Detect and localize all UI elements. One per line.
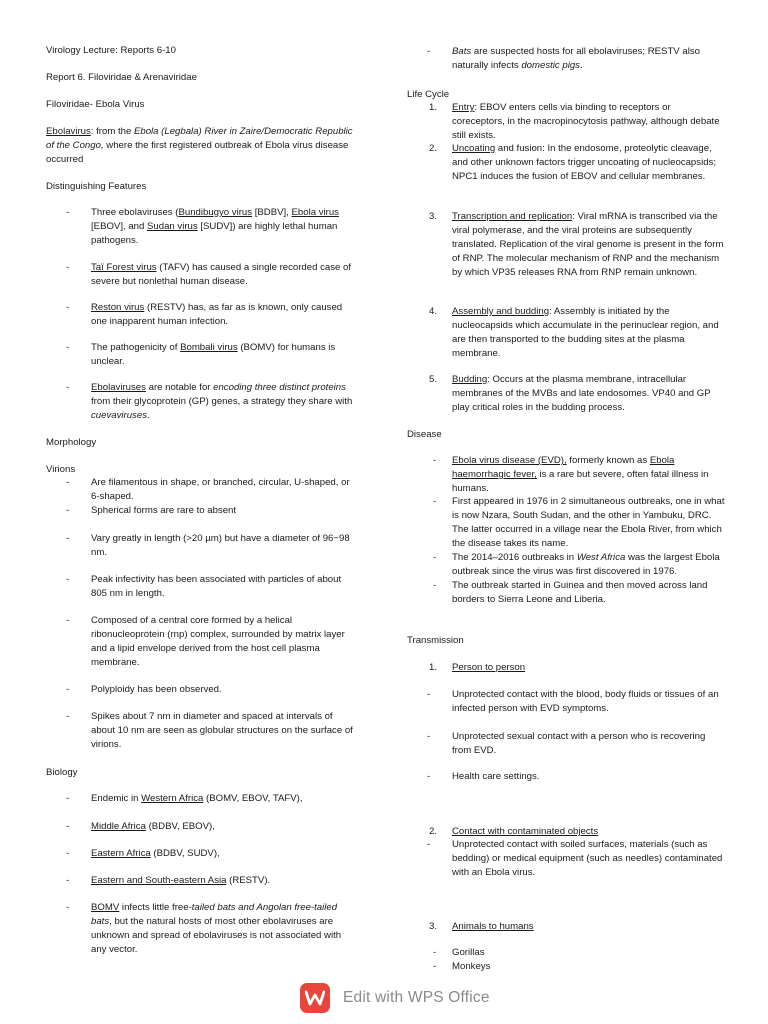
feature-item: - Ebolaviruses are notable for encoding three distinct proteins from their glycoprotein (GP) genes, a strategy they share with cuevaviruses. (66, 382, 353, 421)
ebolavirus-definition: Ebolavirus: from the Ebola (Legbala) River in Zaire/Democratic Republic of the Congo, where the first registered outbreak of Ebola virus disease occurred (46, 126, 353, 165)
transmission-route: 2. Contact with contaminated objects (429, 826, 599, 837)
section-subtitle: Filoviridae- Ebola Virus (46, 99, 145, 110)
biology-item: - Middle Africa (BDBV, EBOV), (66, 821, 215, 832)
biology-item: - Eastern Africa (BDBV, SUDV), (66, 848, 220, 859)
life-cycle-step: 3. Transcription and replication: Viral mRNA is transcribed via the viral polymerase, and the viral proteins are subsequently translated. Replication of the viral genome is present in the form of RNP. The molecular mechanism of RNP and the mechanism by which VP35 releases RNA from RNP remain unknown. (429, 211, 724, 278)
transmission-item: - Gorillas (433, 947, 485, 958)
transmission-route: 3. Animals to humans (429, 921, 534, 932)
feature-item: - Three ebolaviruses (Bundibugyo virus [BDBV], Ebola virus [EBOV], and Sudan virus [SUDV]) are highly lethal human pathogens. (66, 207, 339, 246)
transmission-item: - Unprotected contact with soiled surfaces, materials (such as bedding) or medical equipment (such as needles) contaminated with an Ebola virus. (427, 839, 723, 878)
transmission-item: - Unprotected sexual contact with a person who is recovering from EVD. (427, 731, 706, 756)
disease-item: - Ebola virus disease (EVD), formerly known as Ebola haemorrhagic fever, is a rare but severe, often fatal illness in humans. (433, 455, 709, 494)
report-heading: Report 6. Filoviridae & Arenaviridae (46, 72, 197, 83)
transmission-item: - Monkeys (433, 961, 491, 972)
virion-item: - Polyploidy has been observed. (66, 684, 222, 695)
virion-item: - Are filamentous in shape, or branched, circular, U-shaped, or 6-shaped. (66, 477, 350, 502)
transmission-item: - Health care settings. (427, 771, 540, 782)
virion-item: - Peak infectivity has been associated with particles of about 805 nm in length. (66, 574, 342, 599)
hosts-item: - Bats are suspected hosts for all ebolaviruses; RESTV also naturally infects domestic pigs. (427, 46, 700, 71)
biology-item: - Eastern and South-eastern Asia (RESTV). (66, 875, 271, 886)
virion-item: - Vary greatly in length (>20 µm) but have a diameter of 96−98 nm. (66, 533, 350, 558)
distinguishing-features-heading: Distinguishing Features (46, 181, 147, 192)
wps-edit-banner[interactable] (300, 980, 520, 1016)
life-cycle-heading: Life Cycle (407, 89, 450, 100)
feature-item: - The pathogenicity of Bombali virus (BOMV) for humans is unclear. (66, 342, 336, 367)
feature-item: - Reston virus (RESTV) has, as far as is known, only caused one inapparent human infection. (66, 302, 343, 327)
disease-item: - The outbreak started in Guinea and then moved across land borders to Sierra Leone and Liberia. (433, 580, 708, 605)
virions-heading: Virions (46, 464, 76, 475)
transmission-route: 1. Person to person (429, 662, 526, 673)
life-cycle-step: 2. Uncoating and fusion: In the endosome, proteolytic cleavage, and other unknown factors trigger uncoating of nucleocapsids; NPC1 induces the fusion of EBOV and cellular membranes. (429, 143, 716, 182)
disease-item: - The 2014–2016 outbreaks in West Africa was the largest Ebola outbreak since the virus was first discovered in 1976. (433, 552, 720, 577)
transmission-heading: Transmission (407, 635, 464, 646)
life-cycle-step: 4. Assembly and budding: Assembly is initiated by the nucleocapsids which accumulate in the perinuclear region, and are then transported to the budding sites at the plasma membrane. (429, 306, 719, 359)
wps-edit-label[interactable]: Edit with WPS Office (343, 989, 490, 1006)
virion-item: - Composed of a central core formed by a helical ribonucleoprotein (rnp) complex, surrounded by matrix layer and a lipid envelope derived from the host cell plasma membrane. (66, 615, 345, 668)
document-title: Virology Lecture: Reports 6-10 (46, 45, 176, 56)
morphology-heading: Morphology (46, 437, 97, 448)
ebolavirus-term: Ebolavirus (46, 126, 91, 137)
life-cycle-step: 5. Budding: Occurs at the plasma membrane, intracellular membranes of the MVBs and late endosomes. VP40 and GP play critical roles in the budding process. (429, 374, 711, 413)
life-cycle-step: 1. Entry: EBOV enters cells via binding to receptors or coreceptors, in the macropinocytosis pathway, although debate still exists. (429, 102, 720, 141)
biology-heading: Biology (46, 767, 78, 778)
virion-item: - Spikes about 7 nm in diameter and spaced at intervals of about 10 nm are seen as globular structures on the surface of virions. (66, 711, 353, 750)
disease-item: - First appeared in 1976 in 2 simultaneous outbreaks, one in what is now Nzara, South Sudan, and the other in Yambuku, DRC. The latter occurred in a village near the Ebola River, from which the disease takes its name. (433, 496, 725, 549)
virion-item: - Spherical forms are rare to absent (66, 505, 237, 516)
wps-logo-icon (300, 983, 330, 1013)
biology-item: - BOMV infects little free-tailed bats and Angolan free-tailed bats, but the natural hosts of most other ebolaviruses are unknown and spread of ebolaviruses is not associated with any vector. (66, 902, 342, 955)
biology-item: - Endemic in Western Africa (BOMV, EBOV, TAFV), (66, 793, 303, 804)
transmission-item: - Unprotected contact with the blood, body fluids or tissues of an infected person with EVD symptoms. (427, 689, 719, 714)
disease-heading: Disease (407, 429, 442, 440)
feature-item: - Taï Forest virus (TAFV) has caused a single recorded case of severe but nonlethal human disease. (66, 262, 352, 287)
